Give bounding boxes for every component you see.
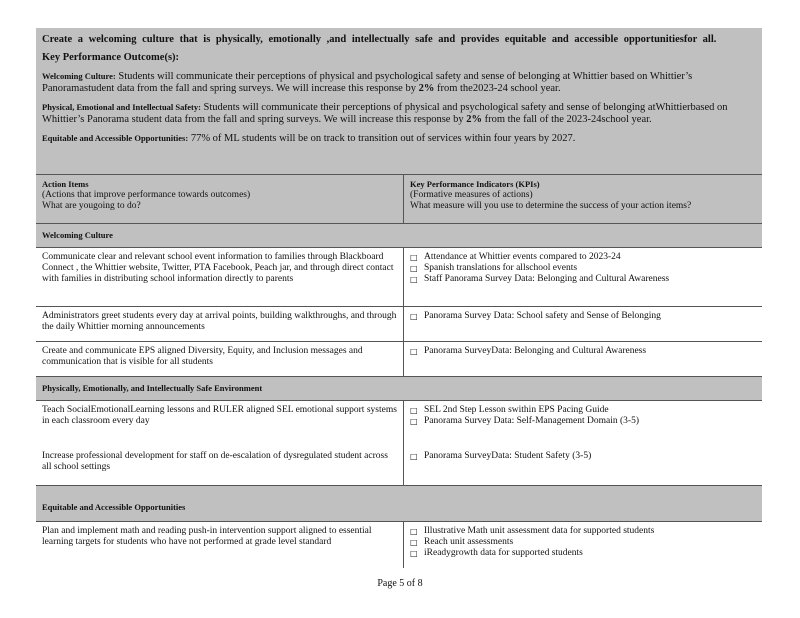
kpi-text: Panorama SurveyData: Student Safety (3-5) xyxy=(424,451,592,461)
kpo-text: Students will communicate their perceptions of physical and psychological safety and sense of belonging atWhittierbased on Whittier’s Panorama student data from the fall and spring surveys. We will increase this response by xyxy=(42,102,728,125)
table-row xyxy=(36,341,762,376)
kpi-text: iReadygrowth data for supported students xyxy=(424,548,583,558)
kpi-item xyxy=(410,252,756,263)
goal-title: Create a welcoming culture that is physically, emotionally ,and intellectually safe and provides equitable and accessible opportunitiesfor all. xyxy=(42,34,717,45)
kpo-safety xyxy=(42,101,754,126)
checkbox-icon: □ xyxy=(410,417,418,426)
kpi-text: Panorama Survey Data: Self-Management Domain (3-5) xyxy=(424,416,640,426)
checkbox-icon: □ xyxy=(410,527,418,536)
section-header-welcoming: Welcoming Culture xyxy=(36,223,762,247)
header-title: Action Items xyxy=(42,179,89,189)
kpi-text: SEL 2nd Step Lesson swithin EPS Pacing Guide xyxy=(424,405,609,415)
action-cell: Increase professional development for staff on de-escalation of dysregulated student across all school settings xyxy=(36,447,404,485)
header-line: (Actions that improve performance towards outcomes) xyxy=(42,190,251,200)
kpi-item xyxy=(410,548,756,559)
checkbox-icon: □ xyxy=(410,312,418,321)
action-cell: Teach SocialEmotionalLearning lessons and RULER aligned SEL emotional support systems in each classroom every day xyxy=(36,401,404,447)
table-row xyxy=(36,400,762,447)
table-row xyxy=(36,447,762,485)
action-items-header xyxy=(36,175,404,223)
kpo-welcoming xyxy=(42,70,754,95)
kpi-text: Illustrative Math unit assessment data for supported students xyxy=(424,526,655,536)
kpi-text: Attendance at Whittier events compared to 2023-24 xyxy=(424,252,621,262)
kpi-text: Panorama Survey Data: School safety and Sense of Belonging xyxy=(424,311,661,321)
header-line: What are yougoing to do? xyxy=(42,201,141,211)
checkbox-icon: □ xyxy=(410,452,418,461)
kpi-cell xyxy=(404,307,762,341)
kpi-item xyxy=(410,451,756,462)
kpi-cell xyxy=(404,401,762,447)
action-cell: Administrators greet students every day at arrival points, building walkthroughs, and through the daily Whittier morning announcements xyxy=(36,307,404,341)
kpo-label-text: Equitable and Accessible Opportunities: xyxy=(42,133,189,143)
checkbox-icon: □ xyxy=(410,538,418,547)
kpi-item xyxy=(410,274,756,285)
kpo-text-end: from the2023-24 school year. xyxy=(434,83,561,94)
section-header-safe-environment: Physically, Emotionally, and Intellectually Safe Environment xyxy=(36,376,762,400)
checkbox-icon: □ xyxy=(410,253,418,262)
header-line: What measure will you use to determine the success of your action items? xyxy=(410,201,692,211)
checkbox-icon: □ xyxy=(410,406,418,415)
document-page xyxy=(36,28,762,568)
action-cell: Communicate clear and relevant school event information to families through Blackboard Connect , the Whittier website, Twitter, PTA Facebook, Peach jar, and through direct contact with families in distributing school information directly to parents xyxy=(36,248,404,306)
table-header xyxy=(36,174,762,223)
kpo-text-end: from the fall of the 2023-24school year. xyxy=(481,114,652,125)
kpi-cell xyxy=(404,248,762,306)
kpo-label: Key Performance Outcome(s): xyxy=(42,52,180,63)
table-row xyxy=(36,306,762,341)
kpi-cell xyxy=(404,447,762,485)
kpi-text: Staff Panorama Survey Data: Belonging and Cultural Awareness xyxy=(424,274,670,284)
kpi-item xyxy=(410,405,756,416)
kpi-cell xyxy=(404,522,762,568)
kpi-text: Panorama SurveyData: Belonging and Cultural Awareness xyxy=(424,346,647,356)
table-row xyxy=(36,521,762,568)
action-cell: Plan and implement math and reading push-in intervention support aligned to essential learning targets for students who have not performed at grade level standard xyxy=(36,522,404,568)
kpi-item xyxy=(410,263,756,274)
checkbox-icon: □ xyxy=(410,549,418,558)
kpi-item xyxy=(410,346,756,357)
page-number: Page 5 of 8 xyxy=(377,578,423,589)
section-header-equitable xyxy=(36,485,762,521)
action-cell: Create and communicate EPS aligned Diversity, Equity, and Inclusion messages and communication that is visible for all students xyxy=(36,342,404,376)
kpo-label-text: Physical, Emotional and Intellectual Safety: xyxy=(42,102,201,112)
checkbox-icon: □ xyxy=(410,347,418,356)
table-row xyxy=(36,247,762,306)
kpi-text: Spanish translations for allschool events xyxy=(424,263,578,273)
kpo-equitable xyxy=(42,132,754,145)
kpi-item xyxy=(410,416,756,427)
kpo-text: Students will communicate their perceptions of physical and psychological safety and sense of belonging at Whittier based on Whittier’s Panoramastudent data from the fall and spring surveys. We will increase this response by xyxy=(42,71,693,94)
checkbox-icon: □ xyxy=(410,264,418,273)
kpo-label-text: Welcoming Culture: xyxy=(42,71,116,81)
kpi-item xyxy=(410,311,756,322)
kpo-pct: 2% xyxy=(466,114,482,125)
header-title: Key Performance Indicators (KPIs) xyxy=(410,179,540,189)
kpi-text: Reach unit assessments xyxy=(424,537,514,547)
kpo-pct: 2% xyxy=(418,83,435,94)
header-line: (Formative measures of actions) xyxy=(410,190,533,200)
goal-block xyxy=(36,28,762,174)
section-title: Equitable and Accessible Opportunities xyxy=(42,502,186,512)
kpi-header xyxy=(404,175,762,223)
kpi-item xyxy=(410,526,756,537)
kpo-text: 77% of ML students will be on track to transition out of services within four years by 2027. xyxy=(188,133,576,144)
checkbox-icon: □ xyxy=(410,275,418,284)
kpi-item xyxy=(410,537,756,548)
kpi-cell xyxy=(404,342,762,376)
